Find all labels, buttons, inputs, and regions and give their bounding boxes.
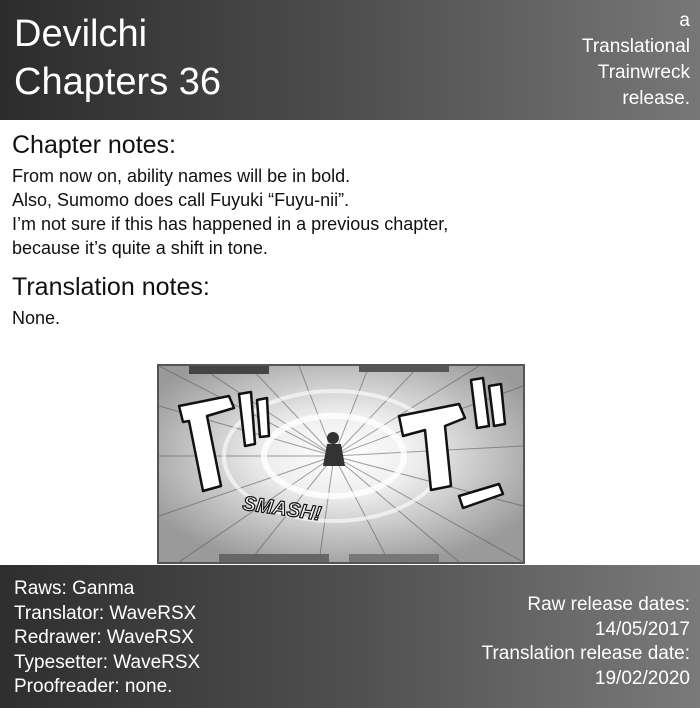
- title-line-2: Chapters 36: [14, 61, 222, 103]
- chapter-notes-body: [12, 164, 692, 260]
- release-line: Translational: [581, 36, 690, 57]
- translation-notes-body: None.: [12, 308, 61, 328]
- manga-panel-illustration: [159, 366, 523, 562]
- manga-panel-image: [157, 364, 525, 564]
- credit-translator: Translator: WaveRSX: [14, 602, 197, 624]
- credits-list: [14, 577, 200, 700]
- sfx-text: SMASH!: [241, 492, 323, 526]
- chapter-notes-heading: Chapter notes:: [12, 131, 176, 159]
- release-line: Trainwreck: [597, 62, 690, 83]
- chapter-note-line: Also, Sumomo does call Fuyuki “Fuyu-nii”.: [12, 190, 350, 210]
- release-credit: [490, 8, 690, 112]
- translation-release-date: 19/02/2020: [594, 667, 690, 689]
- release-line: a: [679, 10, 690, 31]
- title-line-1: Devilchi: [14, 13, 148, 55]
- chapter-note-line: I’m not sure if this has happened in a previous chapter,: [12, 214, 449, 234]
- credit-proofreader: Proofreader: none.: [14, 676, 173, 697]
- raw-release-date: 14/05/2017: [594, 618, 690, 640]
- footer-banner: [0, 565, 700, 708]
- chapter-note-line: From now on, ability names will be in bold.: [12, 166, 351, 186]
- page-title: [14, 10, 221, 106]
- release-dates: [482, 593, 690, 691]
- credit-raws: Raws: Ganma: [14, 578, 135, 599]
- raw-release-label: Raw release dates:: [527, 594, 690, 615]
- release-line: release.: [622, 88, 690, 109]
- translation-notes-heading: Translation notes:: [12, 273, 210, 301]
- translation-release-label: Translation release date:: [481, 643, 690, 664]
- credit-typesetter: Typesetter: WaveRSX: [14, 651, 201, 673]
- notes-section: [12, 128, 692, 330]
- header-banner: [0, 0, 700, 120]
- credit-redrawer: Redrawer: WaveRSX: [14, 627, 194, 648]
- chapter-note-line: because it’s quite a shift in tone.: [12, 238, 268, 258]
